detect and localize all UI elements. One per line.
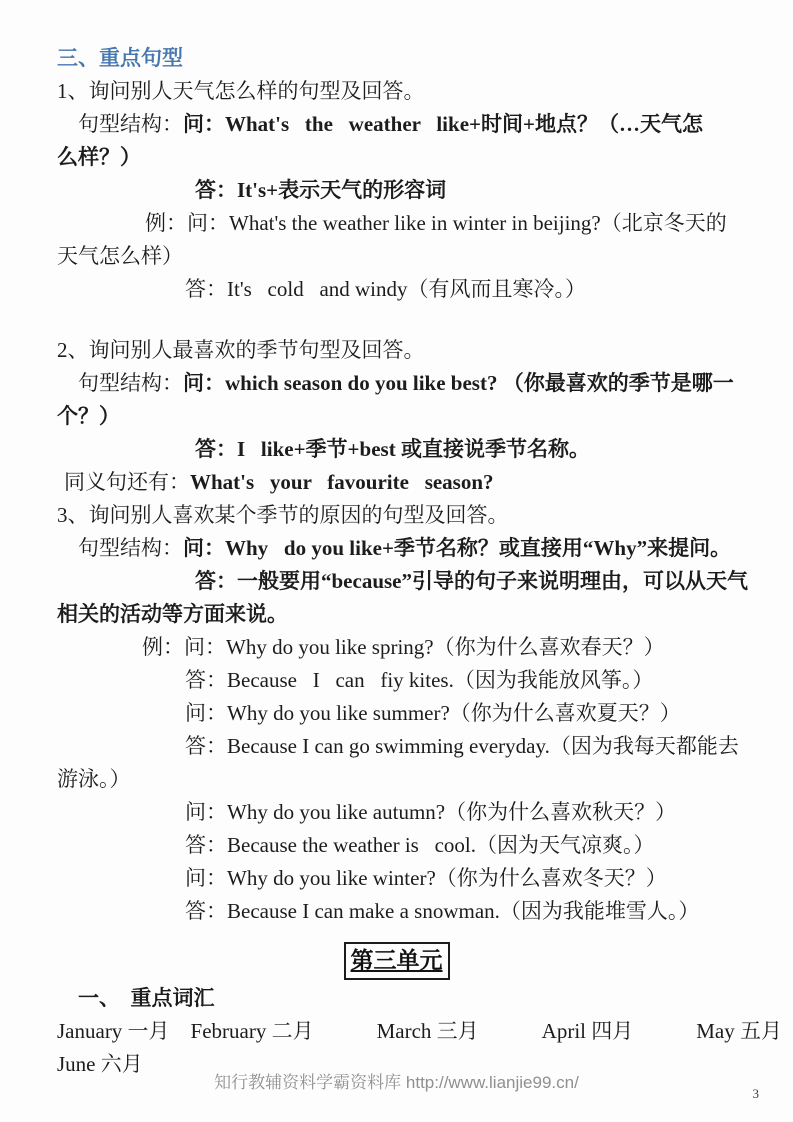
text-segment: 问：Why do you like summer?（你为什么喜欢夏天？） bbox=[185, 701, 681, 725]
text-segment: 么样？） bbox=[57, 145, 141, 169]
text-segment: 问：Why do you like+季节名称？或直接用“Why”来提问。 bbox=[183, 536, 732, 560]
text-segment: 同义句还有： bbox=[64, 470, 190, 494]
text-line bbox=[0, 174, 793, 207]
text-segment: 问：Why do you like autumn?（你为什么喜欢秋天？） bbox=[185, 800, 677, 824]
text-line bbox=[0, 664, 793, 697]
text-segment: 1、询问别人天气怎么样的句型及回答。 bbox=[57, 79, 425, 103]
text-line bbox=[0, 763, 793, 796]
text-segment: 一、 重点词汇 bbox=[78, 986, 215, 1010]
text-line bbox=[0, 240, 793, 273]
text-line bbox=[0, 334, 793, 367]
text-segment: 相关的活动等方面来说。 bbox=[57, 602, 288, 626]
text-line bbox=[0, 207, 793, 240]
text-segment: 答：Because I can go swimming everyday.（因为我每天都能去 bbox=[185, 734, 739, 758]
text-line bbox=[0, 433, 793, 466]
text-segment: June 六月 bbox=[57, 1052, 143, 1076]
text-segment: 2、询问别人最喜欢的季节句型及回答。 bbox=[57, 338, 425, 362]
text-line bbox=[0, 141, 793, 174]
text-line bbox=[0, 598, 793, 631]
text-segment: 答：It's+表示天气的形容词 bbox=[195, 178, 447, 202]
text-segment: 问：which season do you like best? （你最喜欢的季节是哪一 bbox=[183, 371, 734, 395]
text-segment: 句型结构： bbox=[78, 371, 183, 395]
text-line bbox=[0, 829, 793, 862]
text-line bbox=[0, 796, 793, 829]
text-segment: What's your favourite season? bbox=[190, 470, 494, 494]
text-line bbox=[0, 42, 793, 75]
text-segment: 例：问：Why do you like spring?（你为什么喜欢春天？） bbox=[142, 635, 665, 659]
text-segment: 问：What's the weather like+时间+地点？（…天气怎 bbox=[183, 112, 703, 136]
text-line bbox=[0, 895, 793, 928]
text-segment: 答：It's cold and windy（有风而且寒冷。） bbox=[185, 277, 587, 301]
text-line bbox=[0, 75, 793, 108]
text-segment: January 一月 February 二月 March 三月 April 四月 May 五月 bbox=[57, 1019, 782, 1043]
text-line bbox=[0, 565, 793, 598]
text-line bbox=[0, 862, 793, 895]
text-segment: 三、重点句型 bbox=[57, 46, 183, 70]
text-segment: 答：一般要用“because”引导的句子来说明理由，可以从天气 bbox=[195, 569, 748, 593]
footer-watermark: 知行教辅资料学霸资料库 http://www.lianjie99.cn/ bbox=[214, 1073, 579, 1092]
text-segment: 句型结构： bbox=[78, 536, 183, 560]
text-line bbox=[0, 1015, 793, 1048]
text-line bbox=[0, 982, 793, 1015]
text-segment: 答：I like+季节+best 或直接说季节名称。 bbox=[195, 437, 590, 461]
unit-title-line bbox=[0, 940, 793, 982]
text-line bbox=[0, 697, 793, 730]
text-line bbox=[0, 367, 793, 400]
text-segment: 句型结构： bbox=[78, 112, 183, 136]
text-segment: 3、询问别人喜欢某个季节的原因的句型及回答。 bbox=[57, 503, 509, 527]
text-line bbox=[0, 499, 793, 532]
text-segment: 个？） bbox=[57, 404, 120, 428]
text-segment: 天气怎么样） bbox=[57, 244, 183, 268]
text-segment: 问：Why do you like winter?（你为什么喜欢冬天？） bbox=[185, 866, 667, 890]
text-segment: 答：Because the weather is cool.（因为天气凉爽。） bbox=[185, 833, 655, 857]
page-number: 3 bbox=[752, 1086, 759, 1101]
text-line bbox=[0, 108, 793, 141]
unit-title: 第三单元 bbox=[344, 942, 450, 980]
text-segment: 答：Because I can fiy kites.（因为我能放风筝。） bbox=[185, 668, 654, 692]
text-line bbox=[0, 400, 793, 433]
text-line bbox=[0, 631, 793, 664]
text-segment: 答：Because I can make a snowman.（因为我能堆雪人。） bbox=[185, 899, 700, 923]
text-line bbox=[0, 532, 793, 565]
text-line bbox=[0, 466, 793, 499]
text-segment: 例：问：What's the weather like in winter in beijing?（北京冬天的 bbox=[145, 211, 727, 235]
text-segment: 游泳。） bbox=[57, 767, 131, 791]
text-line bbox=[0, 730, 793, 763]
text-line bbox=[0, 273, 793, 306]
